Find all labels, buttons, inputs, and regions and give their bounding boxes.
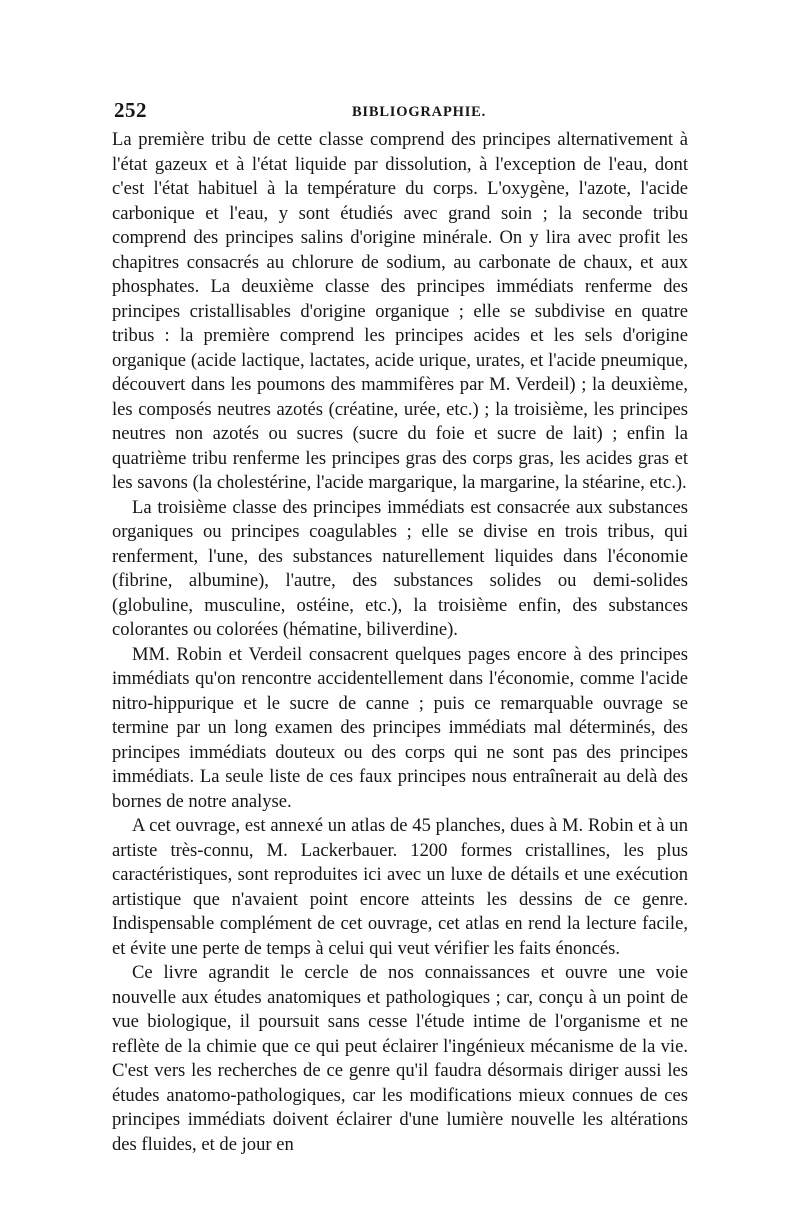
- page-number: 252: [114, 98, 147, 122]
- paragraph: Ce livre agrandit le cercle de nos connaissances et ouvre une voie nouvelle aux études anatomiques et pathologiques ; car, conçu à un point de vue biologique, il poursuit sans cesse l'étude intime de l'organisme et ne reflète de la chimie que ce qui peut éclairer l'ingénieux mécanisme de la vie. C'est vers les recherches de ce genre qu'il faudra désormais diriger aussi les études anatomo-pathologiques, car les modifications mieux connues de ces principes immédiats doivent éclairer d'une lumière nouvelle les altérations des fluides, et de jour en: [112, 962, 688, 1155]
- running-head: [112, 98, 688, 128]
- paragraph: A cet ouvrage, est annexé un atlas de 45 planches, dues à M. Robin et à un artiste très-connu, M. Lackerbauer. 1200 formes cristallines, les plus caractéristiques, sont reproduites ici avec un luxe de détails et une exécution artistique que n'avaient point encore atteints les dessins de ce genre. Indispensable complément de cet ouvrage, cet atlas en rend la lecture facile, et évite une perte de temps à celui qui veut vérifier les faits énoncés.: [112, 815, 688, 959]
- section-title: BIBLIOGRAPHIE.: [351, 104, 487, 120]
- paragraph: La troisième classe des principes immédiats est consacrée aux substances organiques ou principes coagulables ; elle se divise en trois tribus, qui renferment, l'une, des substances naturellement liquides dans l'économie (fibrine, albumine), l'autre, des substances solides ou demi-solides (globuline, musculine, ostéine, etc.), la troisième enfin, des substances colorantes ou colorées (hématine, biliverdine).: [112, 496, 688, 640]
- paragraph: MM. Robin et Verdeil consacrent quelques pages encore à des principes immédiats qu'on rencontre accidentellement dans l'économie, comme l'acide nitro-hippurique et le sucre de canne ; puis ce remarquable ouvrage se termine par un long examen des principes immédiats mal déterminés, des principes immédiats douteux ou des corps qui ne sont pas des principes immédiats. La seule liste de ces faux principes nous entraînerait au delà des bornes de notre analyse.: [112, 643, 688, 812]
- body-text: [112, 128, 688, 1157]
- book-page: [112, 98, 688, 1157]
- paragraph: La première tribu de cette classe comprend des principes alternativement à l'état gazeux et à l'état liquide par dissolution, à l'exception de l'eau, dont c'est l'état habituel à la température du corps. L'oxygène, l'azote, l'acide carbonique et l'eau, y sont étudiés avec grand soin ; la seconde tribu comprend des principes salins d'origine minérale. On y lira avec profit les chapitres consacrés au chlorure de sodium, au carbonate de chaux, et aux phosphates. La deuxième classe des principes immédiats renferme des principes cristallisables d'origine organique ; elle se subdivise en quatre tribus : la première comprend les principes acides et les sels d'origine organique (acide lactique, lactates, acide urique, urates, et l'acide pneumique, découvert dans les poumons des mammifères par M. Verdeil) ; la deuxième, les composés neutres azotés (créatine, urée, etc.) ; la troisième, les principes neutres non azotés ou sucres (sucre du foie et sucre de lait) ; enfin la quatrième tribu renferme les principes gras des corps gras, les acides gras et les savons (la cholestérine, l'acide margarique, la margarine, la stéarine, etc.).: [112, 129, 688, 493]
